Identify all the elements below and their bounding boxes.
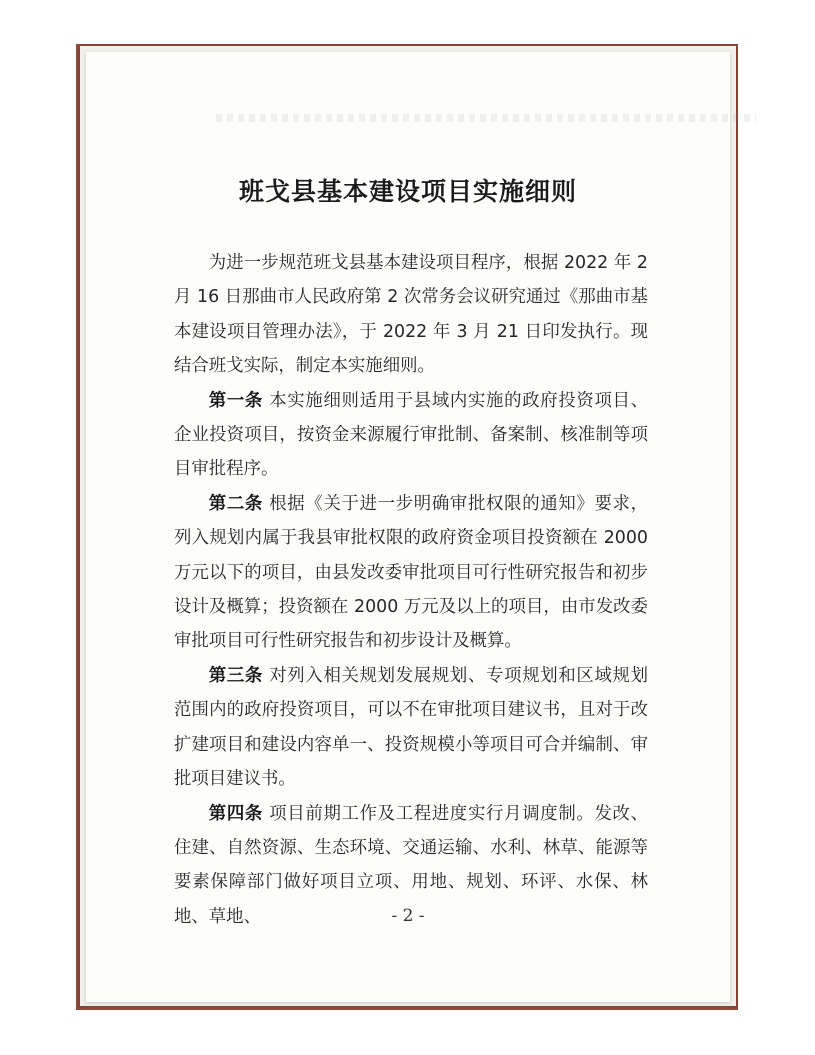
article-2-text: 根据《关于进一步明确审批权限的通知》要求，列入规划内属于我县审批权限的政府资金项目投资额在 2000 万元以下的项目，由县发改委审批项目可行性研究报告和初步设计及概算；投资额在 2000 万元及以上的项目，由市发改委审批项目可行性研究报告和初步设计及概算。 bbox=[174, 493, 648, 652]
article-2 bbox=[174, 487, 648, 659]
article-1-label: 第一条 bbox=[208, 390, 264, 411]
document-title: 班戈县基本建设项目实施细则 bbox=[238, 177, 577, 206]
article-3-text: 对列入相关规划发展规划、专项规划和区域规划范围内的政府投资项目，可以不在审批项目建议书，且对于改扩建项目和建设内容单一、投资规模小等项目可合并编制、审批项目建议书。 bbox=[174, 665, 648, 790]
bleed-through-text bbox=[216, 114, 756, 122]
article-2-label: 第二条 bbox=[208, 493, 264, 514]
article-1 bbox=[174, 384, 648, 487]
article-4-text: 项目前期工作及工程进度实行月调度制。发改、住建、自然资源、生态环境、交通运输、水利、林草、能源等要素保障部门做好项目立项、用地、规划、环评、水保、林地、草地、 bbox=[174, 803, 648, 927]
document-body bbox=[174, 246, 648, 934]
page-number: - 2 - bbox=[391, 906, 425, 926]
intro-paragraph: 为进一步规范班戈县基本建设项目程序，根据 2022 年 2 月 16 日那曲市人民政府第 2 次常务会议研究通过《那曲市基本建设项目管理办法》，于 2022 年 3 月 21 日印发执行。现结合班戈实际，制定本实施细则。 bbox=[174, 253, 648, 377]
article-1-text: 本实施细则适用于县域内实施的政府投资项目、企业投资项目，按资金来源履行审批制、备案制、核准制等项目审批程序。 bbox=[174, 390, 648, 480]
article-3 bbox=[174, 659, 648, 797]
article-4-label: 第四条 bbox=[208, 803, 264, 824]
article-3-label: 第三条 bbox=[208, 665, 264, 686]
